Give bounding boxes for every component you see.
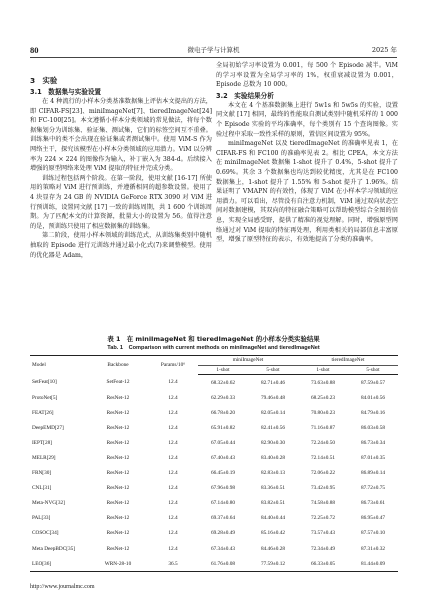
right-column xyxy=(216,61,398,245)
table-caption-en: Tab. 1 Comparison with current methods on miniImageNet and tieredImageNet xyxy=(107,345,320,351)
table-row xyxy=(30,466,398,481)
cell-backbone: ResNet-12 xyxy=(106,455,130,462)
cell-params: 12.4 xyxy=(168,470,178,477)
header-1shot: 1-shot xyxy=(298,365,348,375)
cell-mini-5shot: 83.40±0.28 xyxy=(260,455,286,462)
cell-tiered-1shot: 72.14±0.51 xyxy=(310,455,336,462)
cell-tiered-1shot: 72.06±0.22 xyxy=(310,470,336,477)
header-rule xyxy=(30,57,397,58)
cell-model: LEO[36] xyxy=(30,556,88,572)
header-5shot: 5-shot xyxy=(348,365,398,375)
cell-backbone: ResNet-12 xyxy=(106,409,130,416)
cell-mini-1shot: 68.32±0.62 xyxy=(210,379,236,386)
cell-backbone: ResNet-12 xyxy=(106,500,130,507)
cell-tiered-5shot: 81.44±0.09 xyxy=(348,556,398,572)
cell-tiered-5shot: 84.01±0.56 xyxy=(360,394,386,401)
left-column xyxy=(30,61,212,260)
header-5shot: 5-shot xyxy=(248,365,298,375)
cell-params: 12.4 xyxy=(168,439,178,446)
table-row xyxy=(30,390,398,405)
cell-mini-5shot: 85.16±0.42 xyxy=(260,530,286,537)
cell-params: 12.4 xyxy=(168,394,178,401)
cell-backbone: ResNet-12 xyxy=(106,515,130,522)
paragraph: miniImageNet 以及 tieredImageNet 的准确率见表 1，在 CIFAR-FS 和 FC100 的准确率见表 2。相比 CPEA，本文方法在 miniImageNet 数据集 1-shot 提升了 0.4%，5-shot 提升了 0.69%。其余 3 个数据集也均达到较优精度，尤其是在 FC100 数据集上，1-shot 提升了 1.55% 和 5-shot 提升了 1.96%。结果证明了 VMAPN 的有效性，体现了 ViM 在小样本学习领域的应用潜力。可以看出，尽管没有自注意力机制，ViM 通过双向状态空间对数据建模，其双向的特征融合策略可以帮助模型综合全图的信息，实现全局感受野，提供了精准的视觉理解。同时，增强原型网络通过对 ViM 提取的特征再处理，利用类相关的局部信息丰富原型，增强了原型特征的表示，有效地提高了分类的准确率。 xyxy=(216,140,398,244)
cell-backbone: ResNet-12 xyxy=(106,470,130,477)
cell-params: 12.4 xyxy=(168,455,178,462)
paragraph: 在 4 种流行的小样本分类基准数据集上评估本文提出的方法，即 CIFAR-FS[23]、miniImageNet[7]、tieredImageNet[24] 和 FC-100[25]。本文遵循小样本分类领域的常见做法，将每个数据集划分为训练集、验证集、测试集，它们的标签空间互不重叠。训练集中的类不会出现在验证集或者测试集中。使用 ViM-S 作为网络主干，探究该模型在小样本分类领域的应用潜力。ViM 以分辨率为 224 × 224 的图像作为输入，补丁嵌入为 384-d。后续接入增强的原型网络来处理 ViM 提取的特征并完成分类。 xyxy=(30,98,212,173)
cell-tiered-1shot: 70.80±0.23 xyxy=(310,409,336,416)
cell-mini-5shot: 82.90±0.30 xyxy=(260,439,286,446)
table-row xyxy=(30,541,398,556)
page-number: 80 xyxy=(30,45,39,55)
cell-params: 12.4 xyxy=(168,500,178,507)
cell-tiered-1shot: 72.24±0.50 xyxy=(310,439,336,446)
cell-mini-1shot: 66.45±0.19 xyxy=(210,470,236,477)
cell-params: 12.4 xyxy=(168,424,178,431)
cell-tiered-5shot: 87.72±0.75 xyxy=(360,485,386,492)
table-row xyxy=(30,511,398,526)
cell-mini-1shot: 62.29±0.33 xyxy=(210,394,236,401)
table-row xyxy=(30,496,398,511)
cell-mini-5shot: 84.46±0.28 xyxy=(260,545,286,552)
cell-mini-1shot: 67.96±0.98 xyxy=(210,485,236,492)
cell-tiered-1shot: 74.58±0.88 xyxy=(310,500,336,507)
cell-params: 12.4 xyxy=(168,485,178,492)
header-tieredimagenet: tieredImageNet xyxy=(298,356,398,366)
cell-model: DeepEMD[27] xyxy=(32,424,64,431)
cell-mini-5shot: 77.59±0.12 xyxy=(248,556,298,572)
paragraph: 第二阶段，使用小样本领域的训练范式，从训练集类别中随机抽取的 Episode 进行元训练并通过最小化式(7)来调整模型。使用的优化器是 Adam， xyxy=(30,232,212,259)
cell-model: FEAT[26] xyxy=(32,409,54,416)
cell-mini-1shot: 67.34±0.43 xyxy=(210,545,236,552)
journal-url: http://www.journalmc.com xyxy=(30,584,95,590)
cell-model: MELR[29] xyxy=(32,455,56,462)
cell-tiered-5shot: 87.01±0.35 xyxy=(360,455,386,462)
paragraph: 训练过程包括两个阶段。在第一阶段，使用文献 [16-17] 所使用的策略对 ViM 进行预训练，并遵循相同的超参数设置。使用了 4 块显存为 24 GB 的 NVIDIA GeForce RTX 3090 对 ViM 进行预训练，设置同文献 [17] 一致的训练周期，共 1 600 个训练周期。为了匹配本文的计算资源，批量大小的设置为 56。值得注意的是，预训练只使用了相应数据集的训练集。 xyxy=(30,174,212,230)
header-backbone: Backbone xyxy=(88,356,148,375)
table-row xyxy=(30,481,398,496)
cell-model: CNL[31] xyxy=(32,485,52,492)
cell-tiered-5shot: 86.73±0.61 xyxy=(360,500,386,507)
table-row xyxy=(30,556,398,572)
cell-mini-5shot: 79.46±0.48 xyxy=(260,394,286,401)
cell-model: FRN[30] xyxy=(32,470,52,477)
cell-tiered-1shot: 72.34±0.49 xyxy=(310,545,336,552)
cell-mini-1shot: 66.78±0.20 xyxy=(210,409,236,416)
cell-backbone: ResNet-12 xyxy=(106,394,130,401)
cell-model: COSOC[34] xyxy=(32,530,59,537)
cell-tiered-5shot: 86.03±0.58 xyxy=(360,424,386,431)
table-row xyxy=(30,405,398,420)
cell-backbone: WRN-28-10 xyxy=(88,556,148,572)
cell-model: Meta-NVG[32] xyxy=(32,500,65,507)
table-row xyxy=(30,420,398,435)
header-miniimagenet: miniImageNet xyxy=(198,356,298,366)
cell-tiered-5shot: 86.95±0.47 xyxy=(360,515,386,522)
cell-tiered-1shot: 68.25±0.23 xyxy=(310,394,336,401)
cell-backbone: ResNet-12 xyxy=(106,439,130,446)
cell-mini-5shot: 83.36±0.51 xyxy=(260,485,286,492)
cell-mini-1shot: 67.05±0.44 xyxy=(210,439,236,446)
cell-tiered-1shot: 72.25±0.72 xyxy=(310,515,336,522)
cell-params: 12.4 xyxy=(168,515,178,522)
cell-mini-1shot: 69.37±0.64 xyxy=(210,515,236,522)
cell-mini-5shot: 82.71±0.46 xyxy=(260,379,286,386)
cell-params: 36.5 xyxy=(148,556,198,572)
table-row xyxy=(30,435,398,450)
cell-backbone: ResNet-12 xyxy=(106,530,130,537)
cell-tiered-5shot: 87.57±0.10 xyxy=(360,530,386,537)
cell-tiered-5shot: 87.31±0.32 xyxy=(360,545,386,552)
table-row xyxy=(30,375,398,391)
running-header xyxy=(30,44,397,56)
cell-params: 12.4 xyxy=(168,530,178,537)
cell-tiered-5shot: 84.79±0.16 xyxy=(360,409,386,416)
cell-mini-1shot: 69.28±0.49 xyxy=(210,530,236,537)
table-caption-cn: 表 1 在 miniImageNet 和 tieredImageNet 的小样本分类实验结果 xyxy=(107,335,320,343)
header-params: Params/10⁶ xyxy=(148,356,198,375)
cell-model: IEPT[28] xyxy=(32,439,53,446)
cell-mini-1shot: 61.76±0.08 xyxy=(198,556,248,572)
publication-year: 2025 年 xyxy=(371,46,397,54)
table-row xyxy=(30,526,398,541)
cell-mini-5shot: 82.83±0.13 xyxy=(260,470,286,477)
table-row xyxy=(30,450,398,465)
cell-backbone: ResNet-12 xyxy=(106,424,130,431)
cell-model: ProtoNet[5] xyxy=(32,394,58,401)
section-title: 3 实验 xyxy=(30,76,58,85)
cell-params: 12.4 xyxy=(168,409,178,416)
cell-tiered-5shot: 86.73±0.34 xyxy=(360,439,386,446)
cell-params: 12.4 xyxy=(168,545,178,552)
cell-mini-5shot: 84.40±0.44 xyxy=(260,515,286,522)
cell-model: PAL[33] xyxy=(32,515,51,522)
cell-tiered-1shot: 73.42±0.95 xyxy=(310,485,336,492)
cell-model: SetFeat[10] xyxy=(32,379,57,386)
cell-tiered-5shot: 86.89±0.14 xyxy=(360,470,386,477)
cell-mini-1shot: 67.14±0.80 xyxy=(210,500,236,507)
header-model: Model xyxy=(30,356,88,375)
cell-mini-5shot: 82.05±0.14 xyxy=(260,409,286,416)
cell-mini-5shot: 82.41±0.56 xyxy=(260,424,286,431)
paragraph: 本文在 4 个基准数据集上进行 5w1s 和 5w5s 的实验，设置同文献 [17] 相同，最终的性能取自测试类别中随机采样的 1 000 个 Episode 实验的平均准确率，每个类别有 15 个查询图像。实验过程中采取一致性采样的原则，置信区间设置为 95%。 xyxy=(216,101,398,138)
cell-tiered-1shot: 73.63±0.88 xyxy=(310,379,336,386)
paragraph: 全局初始学习率设置为 0.001，每 500 个 Episode 减半。ViM 的学习率设置为全局学习率的 1%，权重衰减设置为 0.001，Episode 总数为 10 000。 xyxy=(216,62,398,89)
cell-params: 12.4 xyxy=(168,379,178,386)
results-table xyxy=(30,355,398,572)
cell-tiered-1shot: 73.57±0.43 xyxy=(310,530,336,537)
cell-backbone: ResNet-12 xyxy=(106,545,130,552)
cell-tiered-1shot: 71.16±0.87 xyxy=(310,424,336,431)
header-1shot: 1-shot xyxy=(198,365,248,375)
cell-tiered-1shot: 66.33±0.05 xyxy=(298,556,348,572)
cell-mini-5shot: 83.82±0.51 xyxy=(260,500,286,507)
cell-model: Meta DeepBDC[35] xyxy=(32,545,76,552)
subsection-title-results: 3.2 实验结果分析 xyxy=(216,91,274,100)
cell-mini-1shot: 65.91±0.82 xyxy=(210,424,236,431)
subsection-title-datasets: 3.1 数据集与实验设置 xyxy=(30,88,102,96)
cell-backbone: ResNet-12 xyxy=(106,485,130,492)
cell-mini-1shot: 67.40±0.43 xyxy=(210,455,236,462)
cell-tiered-5shot: 87.59±0.57 xyxy=(360,379,386,386)
cell-backbone: SetFeat-12 xyxy=(106,379,130,386)
journal-name: 微电子学与计算机 xyxy=(187,46,240,54)
